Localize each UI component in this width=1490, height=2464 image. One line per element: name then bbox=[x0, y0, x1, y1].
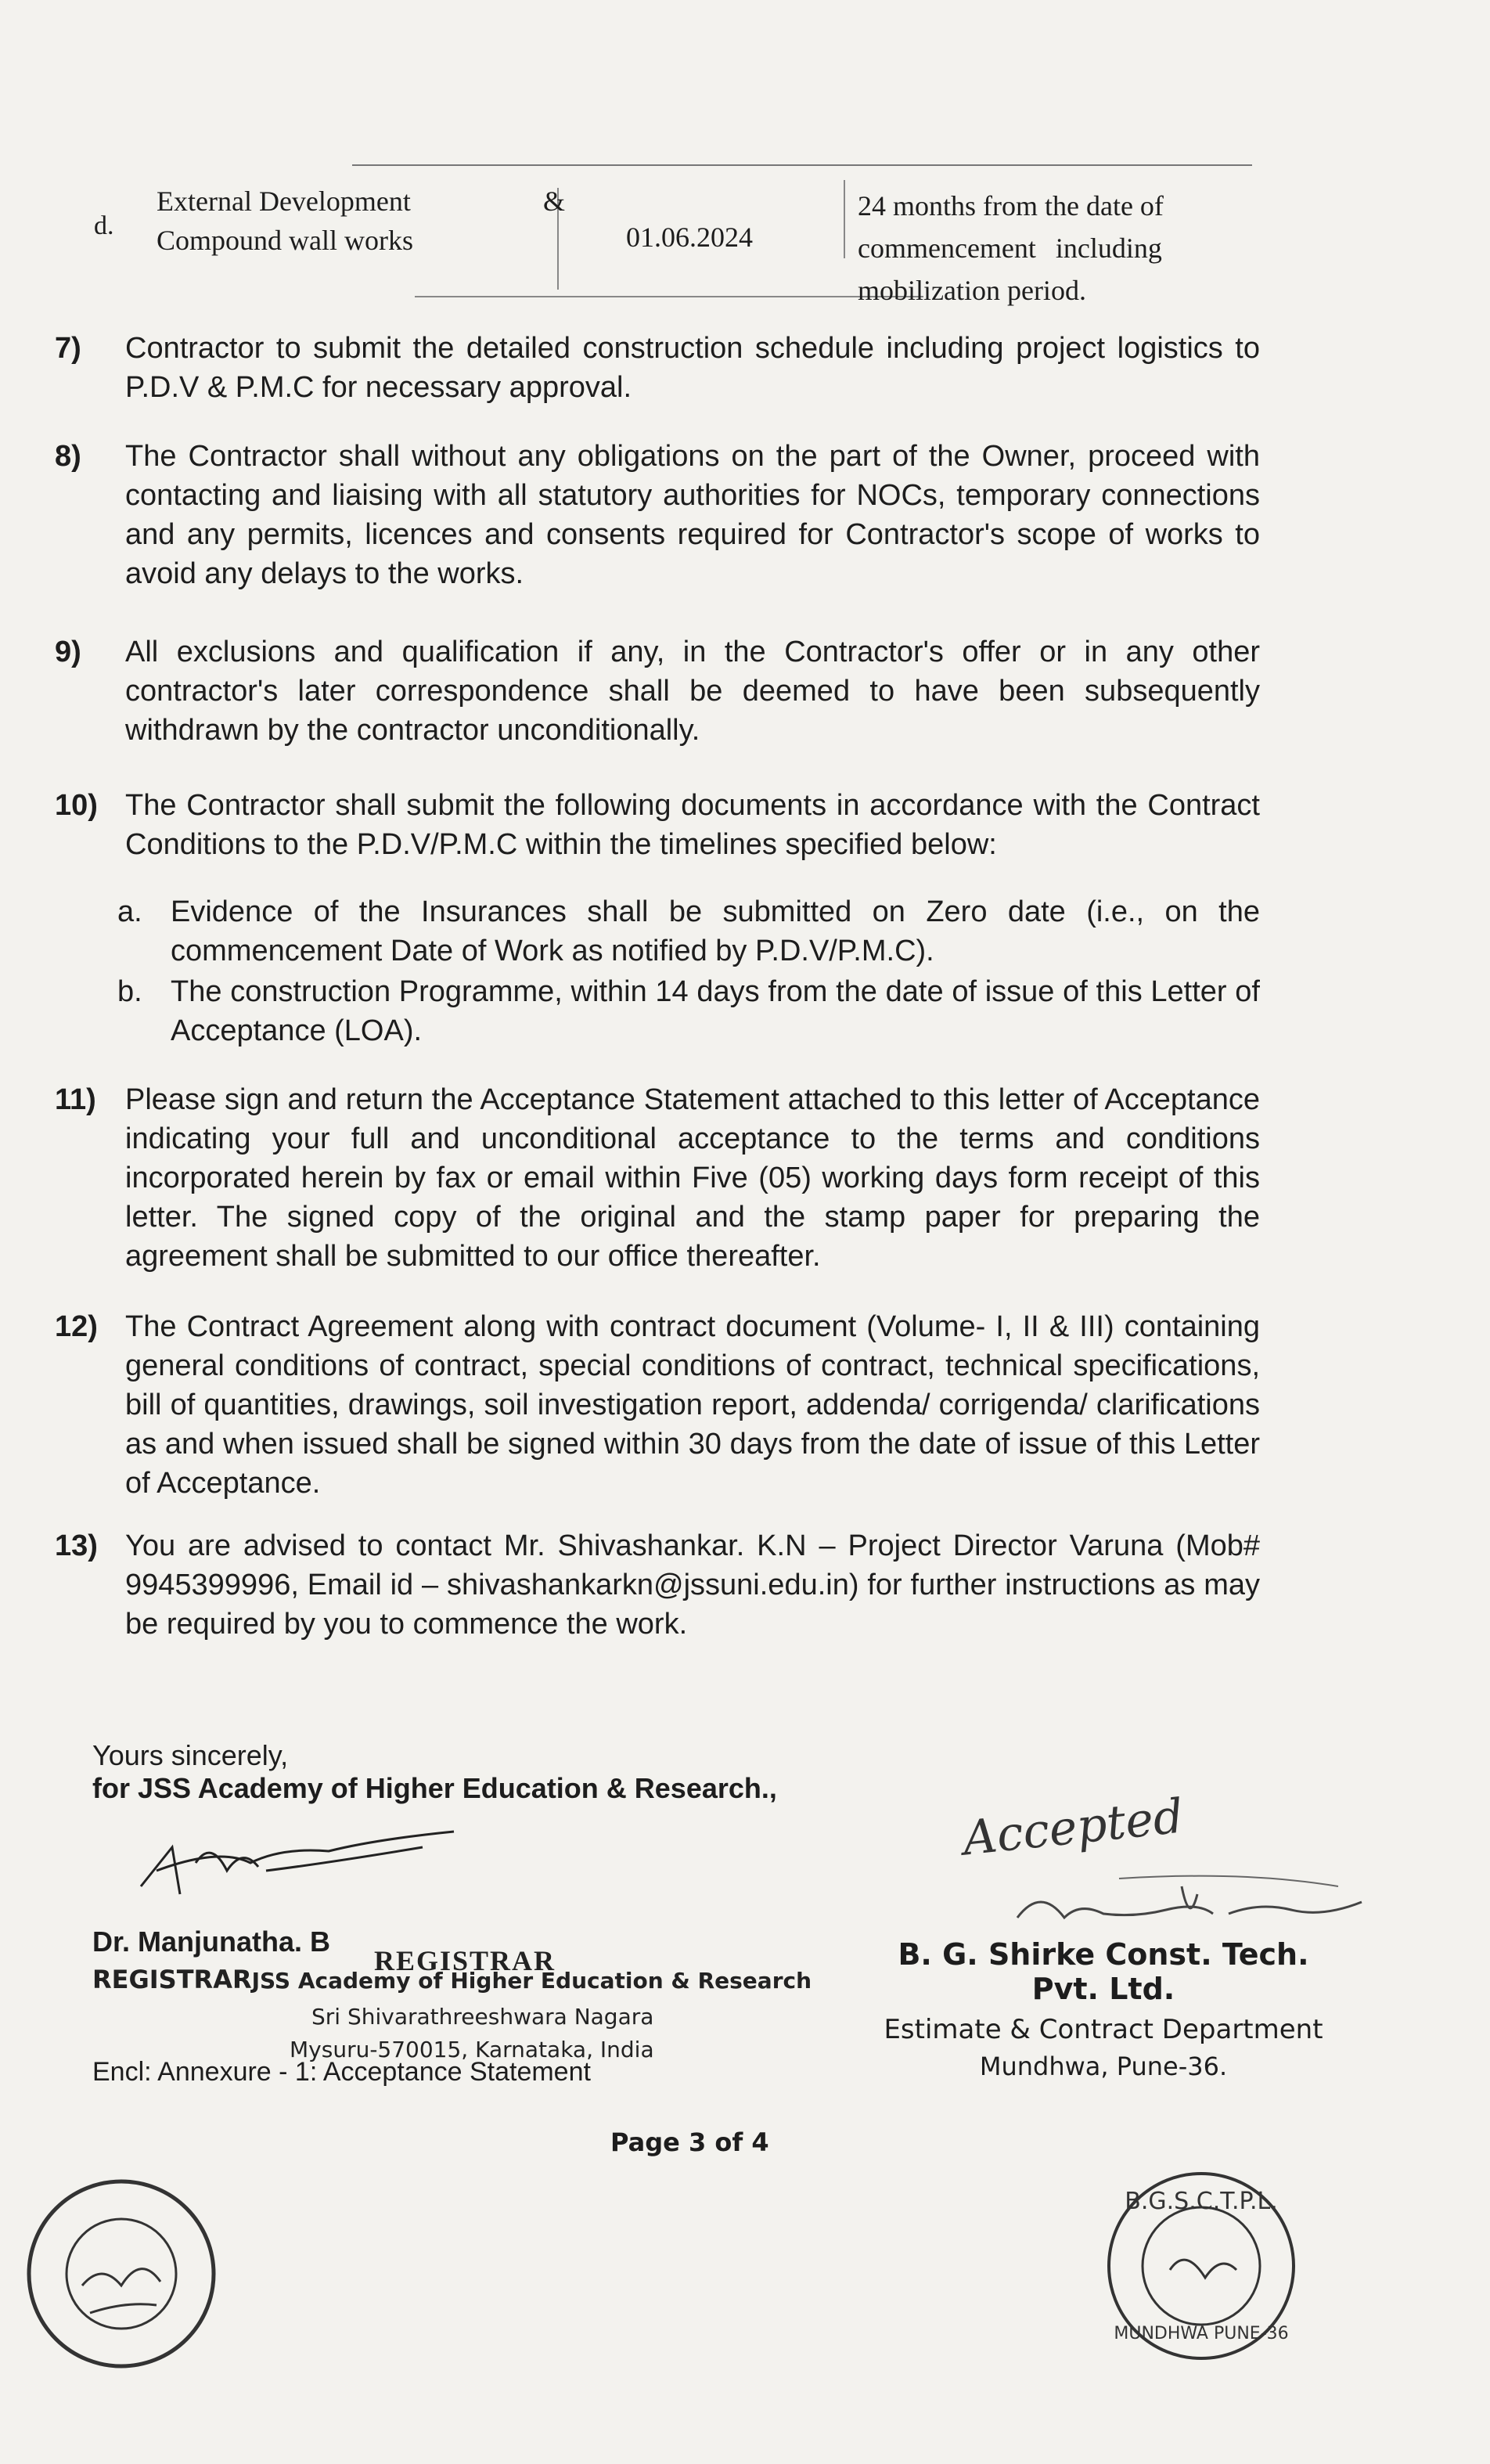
company-seal bbox=[1096, 2160, 1307, 2372]
registrar-address-1: Sri Shivarathreeshwara Nagara bbox=[311, 2004, 654, 2030]
contractor-stamp bbox=[869, 1937, 1338, 2081]
contractor-department: Estimate & Contract Department bbox=[884, 2014, 1323, 2045]
university-seal bbox=[16, 2168, 227, 2379]
enclosure: Encl: Annexure - 1: Acceptance Statement bbox=[92, 2057, 591, 2087]
yours-sincerely: Yours sincerely, bbox=[92, 1739, 289, 1771]
for-organization: for JSS Academy of Higher Education & Research., bbox=[92, 1772, 777, 1804]
svg-text:B.G.S.C.T.P.L.: B.G.S.C.T.P.L. bbox=[1125, 2188, 1278, 2215]
duration-text: 24 months from the date of commencement including mobilization period. bbox=[858, 190, 1164, 306]
page-number: Page 3 of 4 bbox=[610, 2127, 769, 2157]
registrar-label: REGISTRARJSS Academy of Higher Education & Research bbox=[92, 1965, 812, 1994]
handwritten-accepted: Accepted bbox=[960, 1789, 1186, 1867]
commencement-date: 01.06.2024 bbox=[626, 222, 753, 253]
row-label: d. bbox=[94, 211, 114, 240]
svg-text:MUNDHWA PUNE-36: MUNDHWA PUNE-36 bbox=[1114, 2324, 1289, 2343]
signatory-name: Dr. Manjunatha. B bbox=[92, 1925, 331, 1958]
work-description: External Development & Compound wall works bbox=[157, 186, 565, 256]
contractor-name: B. G. Shirke Const. Tech. Pvt. Ltd. bbox=[898, 1937, 1309, 2006]
contractor-signature bbox=[1010, 1871, 1377, 1941]
registrar-stamp-title: REGISTRAR bbox=[374, 1945, 556, 1976]
contractor-address: Mundhwa, Pune-36. bbox=[979, 2052, 1228, 2081]
letter-page: d. External Development & Compound wall works 01.06.2024 24 months from the date of commencement including mobilization period. 7) Contractor to submit the detailed construction schedule including project logistics to P.D.V & P.M.C for necessary approval. 8) The Contractor shall without any obligations on the part of the Owner, proceed with contacting and liaising with all statutory authorities for NOCs, temporary connections and any permits, licences and consents required for Contractor's scope of works to avoid any delays to the works. 9) All exclusions and qualification if any, in the Contractor's offer or in any other contractor's later correspondence shall be deemed to have been subsequently withdrawn by the contractor unconditionally. 10) The Contractor shall submit the following documents in accordance with the Contract Conditions to the P.D.V/P.M.C within the timelines specified below: a. Evidence of the Insurances shall be submitted on Zero date (i.e., on the commencement Date of Work as notified by P.D.V/P.M.C). b. The construction Programme, within 14 days from the date of issue of this Letter of Acceptance (LOA). 11) Please sign and return the Acceptance Statement attached to this letter of Acceptance indicating your full and unconditional acceptance to the terms and conditions incorporated herein by fax or email within Five (05) working days form receipt of this letter. The signed copy of the original and the stamp paper for preparing the agreement shall be submitted to our office thereafter. 12) The Contract Agreement along with contract document (Volume- I, II & III) containing general conditions of contract, special conditions of contract, technical specifications, bill of quantities, drawings, soil investigation report, addenda/ corrigenda/ clarifications as and when issued shall be signed within 30 days from the date of issue of this Letter of Acceptance. 13) You are advised to contact Mr. Shivashankar. K.N – Project Director Varuna (Mob# 9945399996, Email id – shivashankarkn@jssuni.edu.in) for further instructions as may be required by you to commence the work. Yours sincerely, for JSS Academy of Higher Education & Research., Dr. Manjunatha. B REGISTRAR REGISTRARJSS Academy of Higher Education & Research Sri Shivarathreeshwara Nagara Mysuru-570015, Karnataka, India Encl: Annexure - 1: Acceptance Statement Accepted B. G. Shirke Const. Tech. Pvt. Ltd. Estimate & Contract Department Mundhwa, Pune-36. Page 3 of 4 B.G.S.C.T.P.L. MUNDHWA PUNE-36 bbox=[0, 0, 1490, 2464]
registrar-address-2: Mysuru-570015, Karnataka, India bbox=[290, 2037, 654, 2062]
registrar-signature bbox=[125, 1816, 485, 1910]
